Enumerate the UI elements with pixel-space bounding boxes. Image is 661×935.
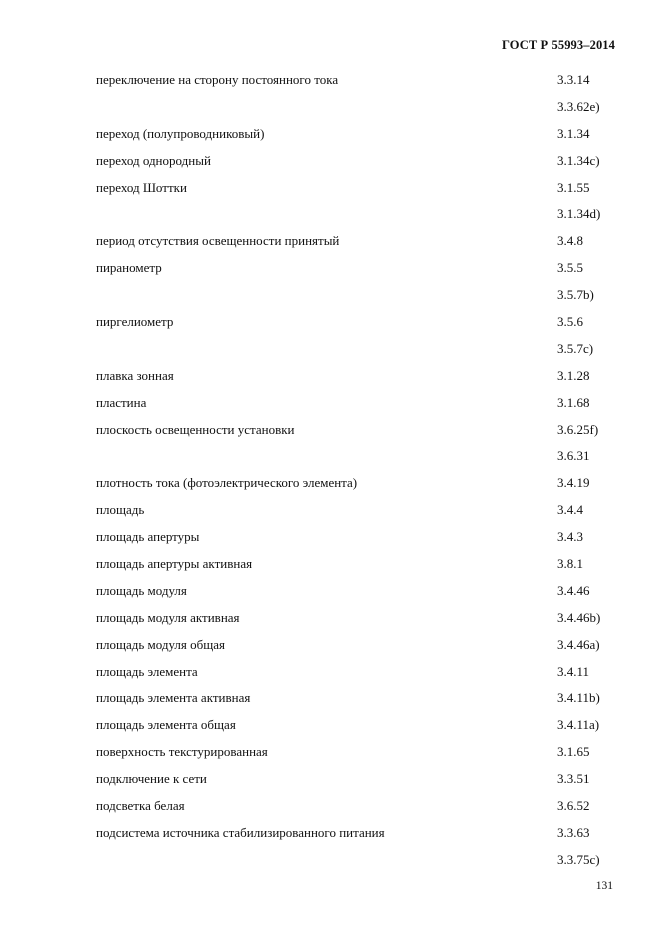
index-reference: 3.3.51 (557, 771, 590, 787)
index-entry (96, 524, 626, 551)
index-reference: 3.1.28 (557, 367, 590, 383)
index-term: подсветка белая (96, 798, 185, 814)
index-reference: 3.4.46 (557, 582, 590, 598)
index-reference: 3.6.31 (557, 448, 590, 464)
index-reference: 3.5.7b) (557, 287, 594, 303)
index-term: плоскость освещенности установки (96, 421, 295, 437)
index-reference: 3.4.46b) (557, 609, 601, 625)
index-entry (96, 847, 626, 874)
index-reference: 3.5.7c) (557, 340, 594, 356)
index-reference: 3.4.11a) (557, 717, 600, 733)
index-reference: 3.1.65 (557, 744, 590, 760)
index-entry (96, 739, 626, 766)
index-term: площадь элемента общая (96, 717, 236, 733)
index-term: площадь элемента (96, 663, 198, 679)
index-reference: 3.4.19 (557, 475, 590, 491)
index-reference: 3.1.34d) (557, 206, 601, 222)
index-term: площадь модуля общая (96, 636, 226, 652)
index-reference: 3.4.46a) (557, 636, 600, 652)
index-entry (96, 578, 626, 605)
index-entry (96, 820, 626, 847)
index-entry (96, 712, 626, 739)
index-entry (96, 390, 626, 417)
index-term: площадь модуля активная (96, 609, 240, 625)
document-header: ГОСТ Р 55993–2014 (502, 38, 615, 52)
index-entry (96, 551, 626, 578)
index-entry (96, 67, 626, 94)
index-reference: 3.4.8 (557, 233, 583, 249)
index-reference: 3.4.4 (557, 502, 583, 518)
index-term: переход (полупроводниковый) (96, 125, 265, 141)
index-term: переключение на сторону постоянного тока (96, 72, 339, 87)
index-reference: 3.3.75c) (557, 851, 600, 867)
index-reference: 3.1.55 (557, 179, 590, 195)
index-entry (96, 659, 626, 686)
index-entry (96, 148, 626, 175)
index-reference: 3.3.63 (557, 824, 590, 840)
index-entry (96, 121, 626, 148)
index-entry (96, 94, 626, 121)
index-term: подсистема источника стабилизированного питания (96, 824, 385, 840)
index-reference: 3.5.6 (557, 314, 583, 330)
index-reference: 3.4.11b) (557, 690, 600, 706)
page-number: 131 (595, 880, 613, 892)
index-entry (96, 309, 626, 336)
index-entry (96, 255, 626, 282)
index-term: переход однородный (96, 152, 211, 168)
index-entry (96, 417, 626, 444)
index-entry (96, 228, 626, 255)
index-reference: 3.1.34c) (557, 152, 600, 168)
index-reference: 3.5.5 (557, 260, 583, 276)
index-entry (96, 282, 626, 309)
index-entry (96, 685, 626, 712)
index-entry (96, 497, 626, 524)
index-reference: 3.6.25f) (557, 421, 599, 437)
index-reference: 3.6.52 (557, 798, 590, 814)
index-entry (96, 632, 626, 659)
index-entry (96, 443, 626, 470)
index-reference: 3.1.68 (557, 394, 590, 410)
index-term: площадь модуля (96, 582, 187, 598)
index-entry (96, 363, 626, 390)
index-reference: 3.4.11 (557, 663, 590, 679)
index-reference: 3.3.62e) (557, 98, 600, 114)
index-list (96, 67, 626, 874)
index-term: площадь (96, 502, 145, 518)
index-term: переход Шоттки (96, 179, 187, 195)
index-term: площадь апертуры активная (96, 556, 253, 572)
index-term: площадь элемента активная (96, 690, 251, 706)
index-entry (96, 336, 626, 363)
index-entry (96, 605, 626, 632)
index-reference: 3.3.14 (557, 72, 590, 87)
index-entry (96, 175, 626, 202)
index-reference: 3.4.3 (557, 529, 583, 545)
index-term: пиранометр (96, 260, 162, 276)
index-term: плотность тока (фотоэлектрического элемента) (96, 475, 358, 491)
index-entry (96, 793, 626, 820)
index-term: подключение к сети (96, 771, 207, 787)
index-term: площадь апертуры (96, 529, 200, 545)
index-term: пластина (96, 394, 147, 410)
index-term: период отсутствия освещенности принятый (96, 233, 340, 249)
index-reference: 3.8.1 (557, 556, 583, 572)
index-reference: 3.1.34 (557, 125, 590, 141)
index-entry (96, 766, 626, 793)
index-entry (96, 201, 626, 228)
index-term: поверхность текстурированная (96, 744, 268, 760)
index-entry (96, 470, 626, 497)
index-term: пиргелиометр (96, 314, 174, 330)
index-term: плавка зонная (96, 367, 174, 383)
